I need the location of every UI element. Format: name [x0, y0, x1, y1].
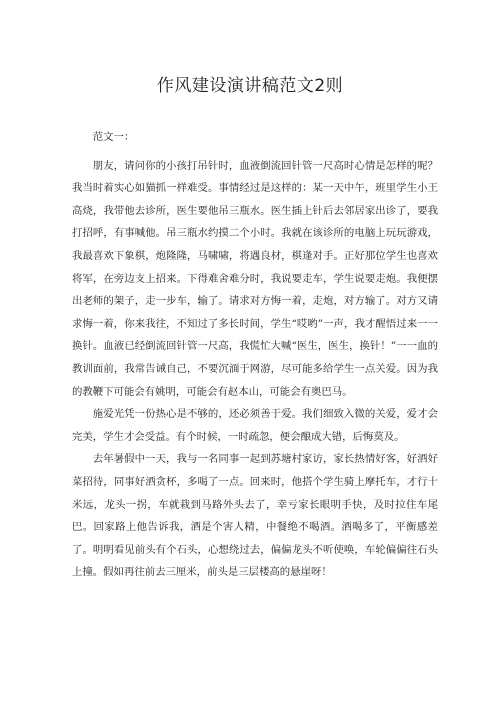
- paragraph-3: 去年暑假中一天，我与一名同事一起到苏塘村家访，家长热情好客，好酒好菜招待，同事好酒贪杯，多喝了一点。回来时，他搭个学生骑上摩托车，才行十米远，龙头一拐，车就栽到马路外头去了，幸亏家长眼明手快，及时拉住车尾巴。回家路上他告诉我，酒是个害人精，中餐绝不喝酒。酒喝多了，平衡感差了。明明看见前头有个石头，心想绕过去，偏偏龙头不听使唤，车轮偏偏往石头上撞。假如再往前去三厘米，前头是三层楼高的悬崖呀！: [72, 453, 438, 579]
- paragraph-2: 施爱光凭一份热心是不够的，还必须善于爱。我们细致入微的关爱，爱才会完美，学生才会受益。有个时候，一时疏忽，便会酿成大错，后悔莫及。: [72, 408, 438, 443]
- section-label: 范文一：: [92, 131, 135, 143]
- document-body: [72, 126, 438, 584]
- document-title: 作风建设演讲稿范文2则: [156, 76, 344, 96]
- paragraph-1: 朋友，请问你的小孩打吊针时，血液倒流回针管一尺高时心情是怎样的呢？我当时着实心如猫抓一样难受。事情经过是这样的：某一天中午，班里学生小王高烧，我带他去诊所，医生要他吊三瓶水。医生插上针后去邻居家出诊了，要我打招呼，有事喊他。吊三瓶水约摸二个小时。我就在该诊所的电脑上玩玩游戏，我最喜欢下象棋，炮隆隆，马啸啸，将遇良材，棋逢对手。正好那位学生也喜欢将军，在旁边支上招来。下得难舍难分时，我说要走车，学生说要走炮。我便摆出老师的架子，走一步车，输了。请求对方悔一着，走炮，对方输了。对方又请求悔一着，你来我往，不知过了多长时间，学生“哎哟”一声，我才醒悟过来一一换针。血液已经倒流回针管一尺高，我慌忙大喊“医生，医生，换针！”一一血的教训面前，我常告诫自己，不要沉湎于网游，尽可能多给学生一点关爱。因为我的教鞭下可能会有姚明，可能会有赵本山，可能会有奥巴马。: [72, 159, 438, 398]
